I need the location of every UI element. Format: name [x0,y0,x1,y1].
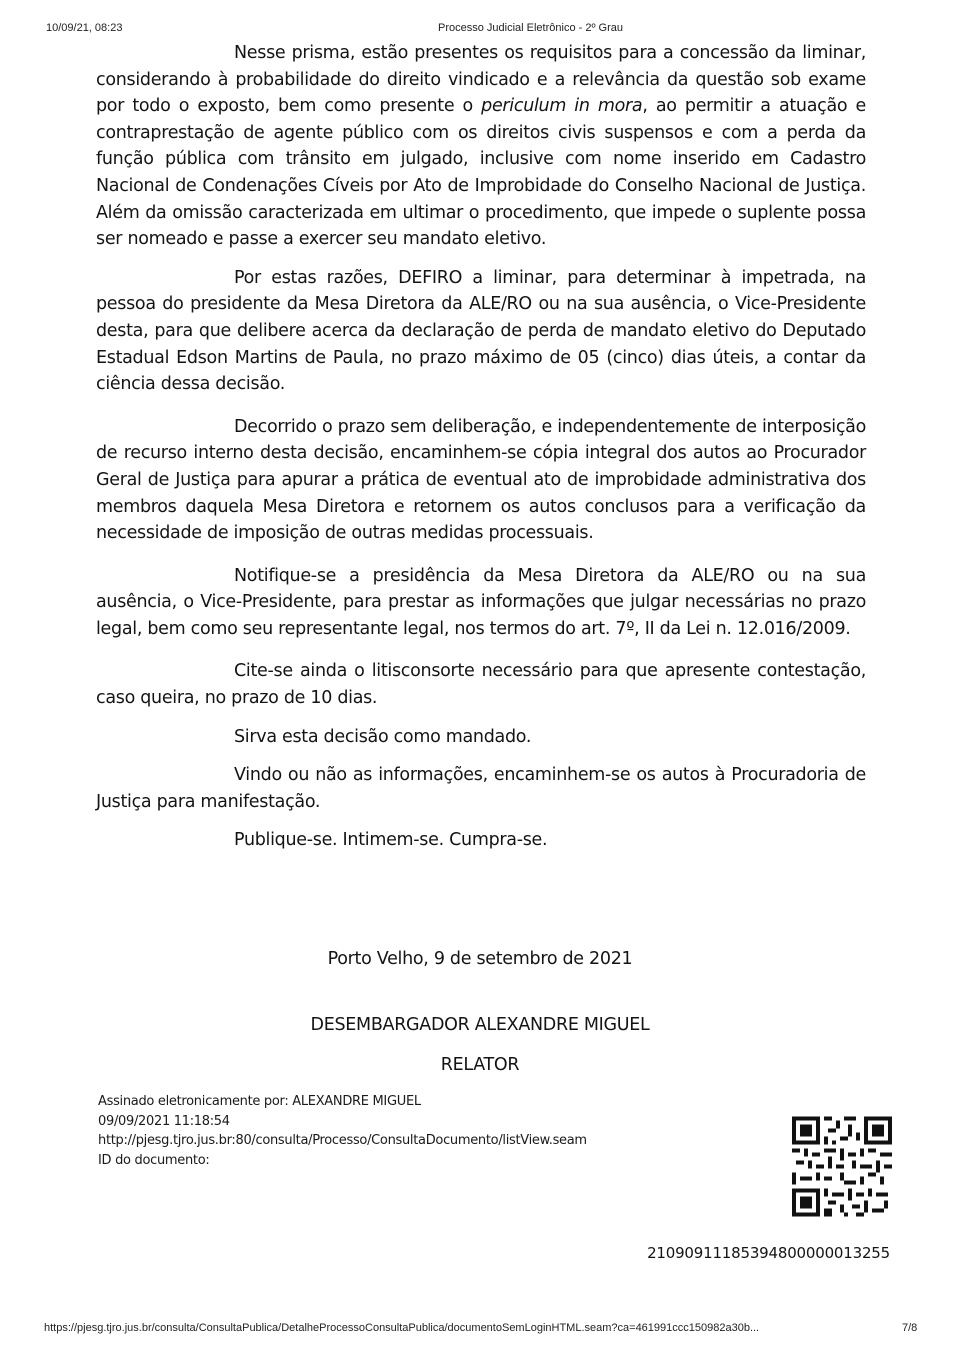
paragraph-2: Por estas razões, DEFIRO a liminar, para determinar à impetrada, na pessoa do presidente da Mesa Diretora da ALE/RO ou na sua ausência, o Vice-Presidente desta, para que delibere acerca da declaração de perda de mandato eletivo do Deputado Estadual Edson Martins de Paula, no prazo máximo de 05 (cinco) dias úteis, a contar da ciência dessa decisão. [96,267,866,395]
document-id-label: ID do documento: [98,1152,210,1168]
paragraph-6: Sirva esta decisão como mandado. [234,726,532,747]
page-number: 7/8 [902,1322,918,1334]
page-footer [0,1322,960,1338]
signature-block [98,1092,587,1170]
paragraph-4: Notifique-se a presidência da Mesa Diretora da ALE/RO ou na sua ausência, o Vice-Presidente, para prestar as informações que julgar necessárias no prazo legal, bem como seu representante legal, nos termos do art. 7º, II da Lei n. 12.016/2009. [96,565,866,639]
signature-timestamp: 09/09/2021 11:18:54 [98,1113,230,1129]
paragraph-5: Cite-se ainda o litisconsorte necessário para que apresente contestação, caso queira, no prazo de 10 dias. [96,661,866,709]
document-number: 21090911185394800000013255 [647,1244,890,1262]
place-date: Porto Velho, 9 de setembro de 2021 [327,949,633,969]
paragraph-3: Decorrido o prazo sem deliberação, e independentemente de interposição de recurso interno desta decisão, encaminhem-se cópia integral dos autos ao Procurador Geral de Justiça para apurar a prática de eventual ato de improbidade administrativa dos membros daquela Mesa Diretora e retornem os autos conclusos para a verificação da necessidade de imposição de outras medidas processuais. [96,416,866,544]
signer-name: DESEMBARGADOR ALEXANDRE MIGUEL [310,1015,650,1035]
header-datetime: 10/09/21, 08:23 [46,22,123,34]
decision-body [96,40,866,866]
page-header [0,22,960,40]
emphasis-latin-term: periculum in mora [481,96,643,117]
signed-by: Assinado eletronicamente por: ALEXANDRE MIGUEL [98,1094,421,1109]
paragraph-8: Publique-se. Intimem-se. Cumpra-se. [234,830,548,851]
paragraph-7: Vindo ou não as informações, encaminhem-se os autos à Procuradoria de Justiça para manifestação. [96,765,866,812]
header-title: Processo Judicial Eletrônico - 2º Grau [438,22,623,34]
verification-url[interactable]: http://pjesg.tjro.jus.br:80/consulta/Processo/ConsultaDocumento/listView.seam [98,1133,587,1148]
paragraph-1: Nesse prisma, estão presentes os requisitos para a concessão da liminar, considerando à probabilidade do direito vindicado e a relevância da questão sob exame por todo o exposto, bem como presente o periculum in mora, ao permitir a atuação e contraprestação de agente público com os direitos civis suspensos e com a perda da função pública com trânsito em julgado, inclusive com nome inserido em Cadastro Nacional de Condenações Cíveis por Ato de Improbidade do Conselho Nacional de Justiça. Além da omissão caracterizada em ultimar o procedimento, que impede o suplente possa ser nomeado e passe a exercer seu mandato eletivo. [96,43,866,250]
signer-role: RELATOR [440,1055,520,1075]
footer-url[interactable]: https://pjesg.tjro.jus.br/consulta/ConsultaPublica/DetalheProcessoConsultaPublica/documentoSemLoginHTML.seam?ca=461991ccc150982a30b... [44,1322,760,1334]
qr-code-icon [792,1115,892,1218]
